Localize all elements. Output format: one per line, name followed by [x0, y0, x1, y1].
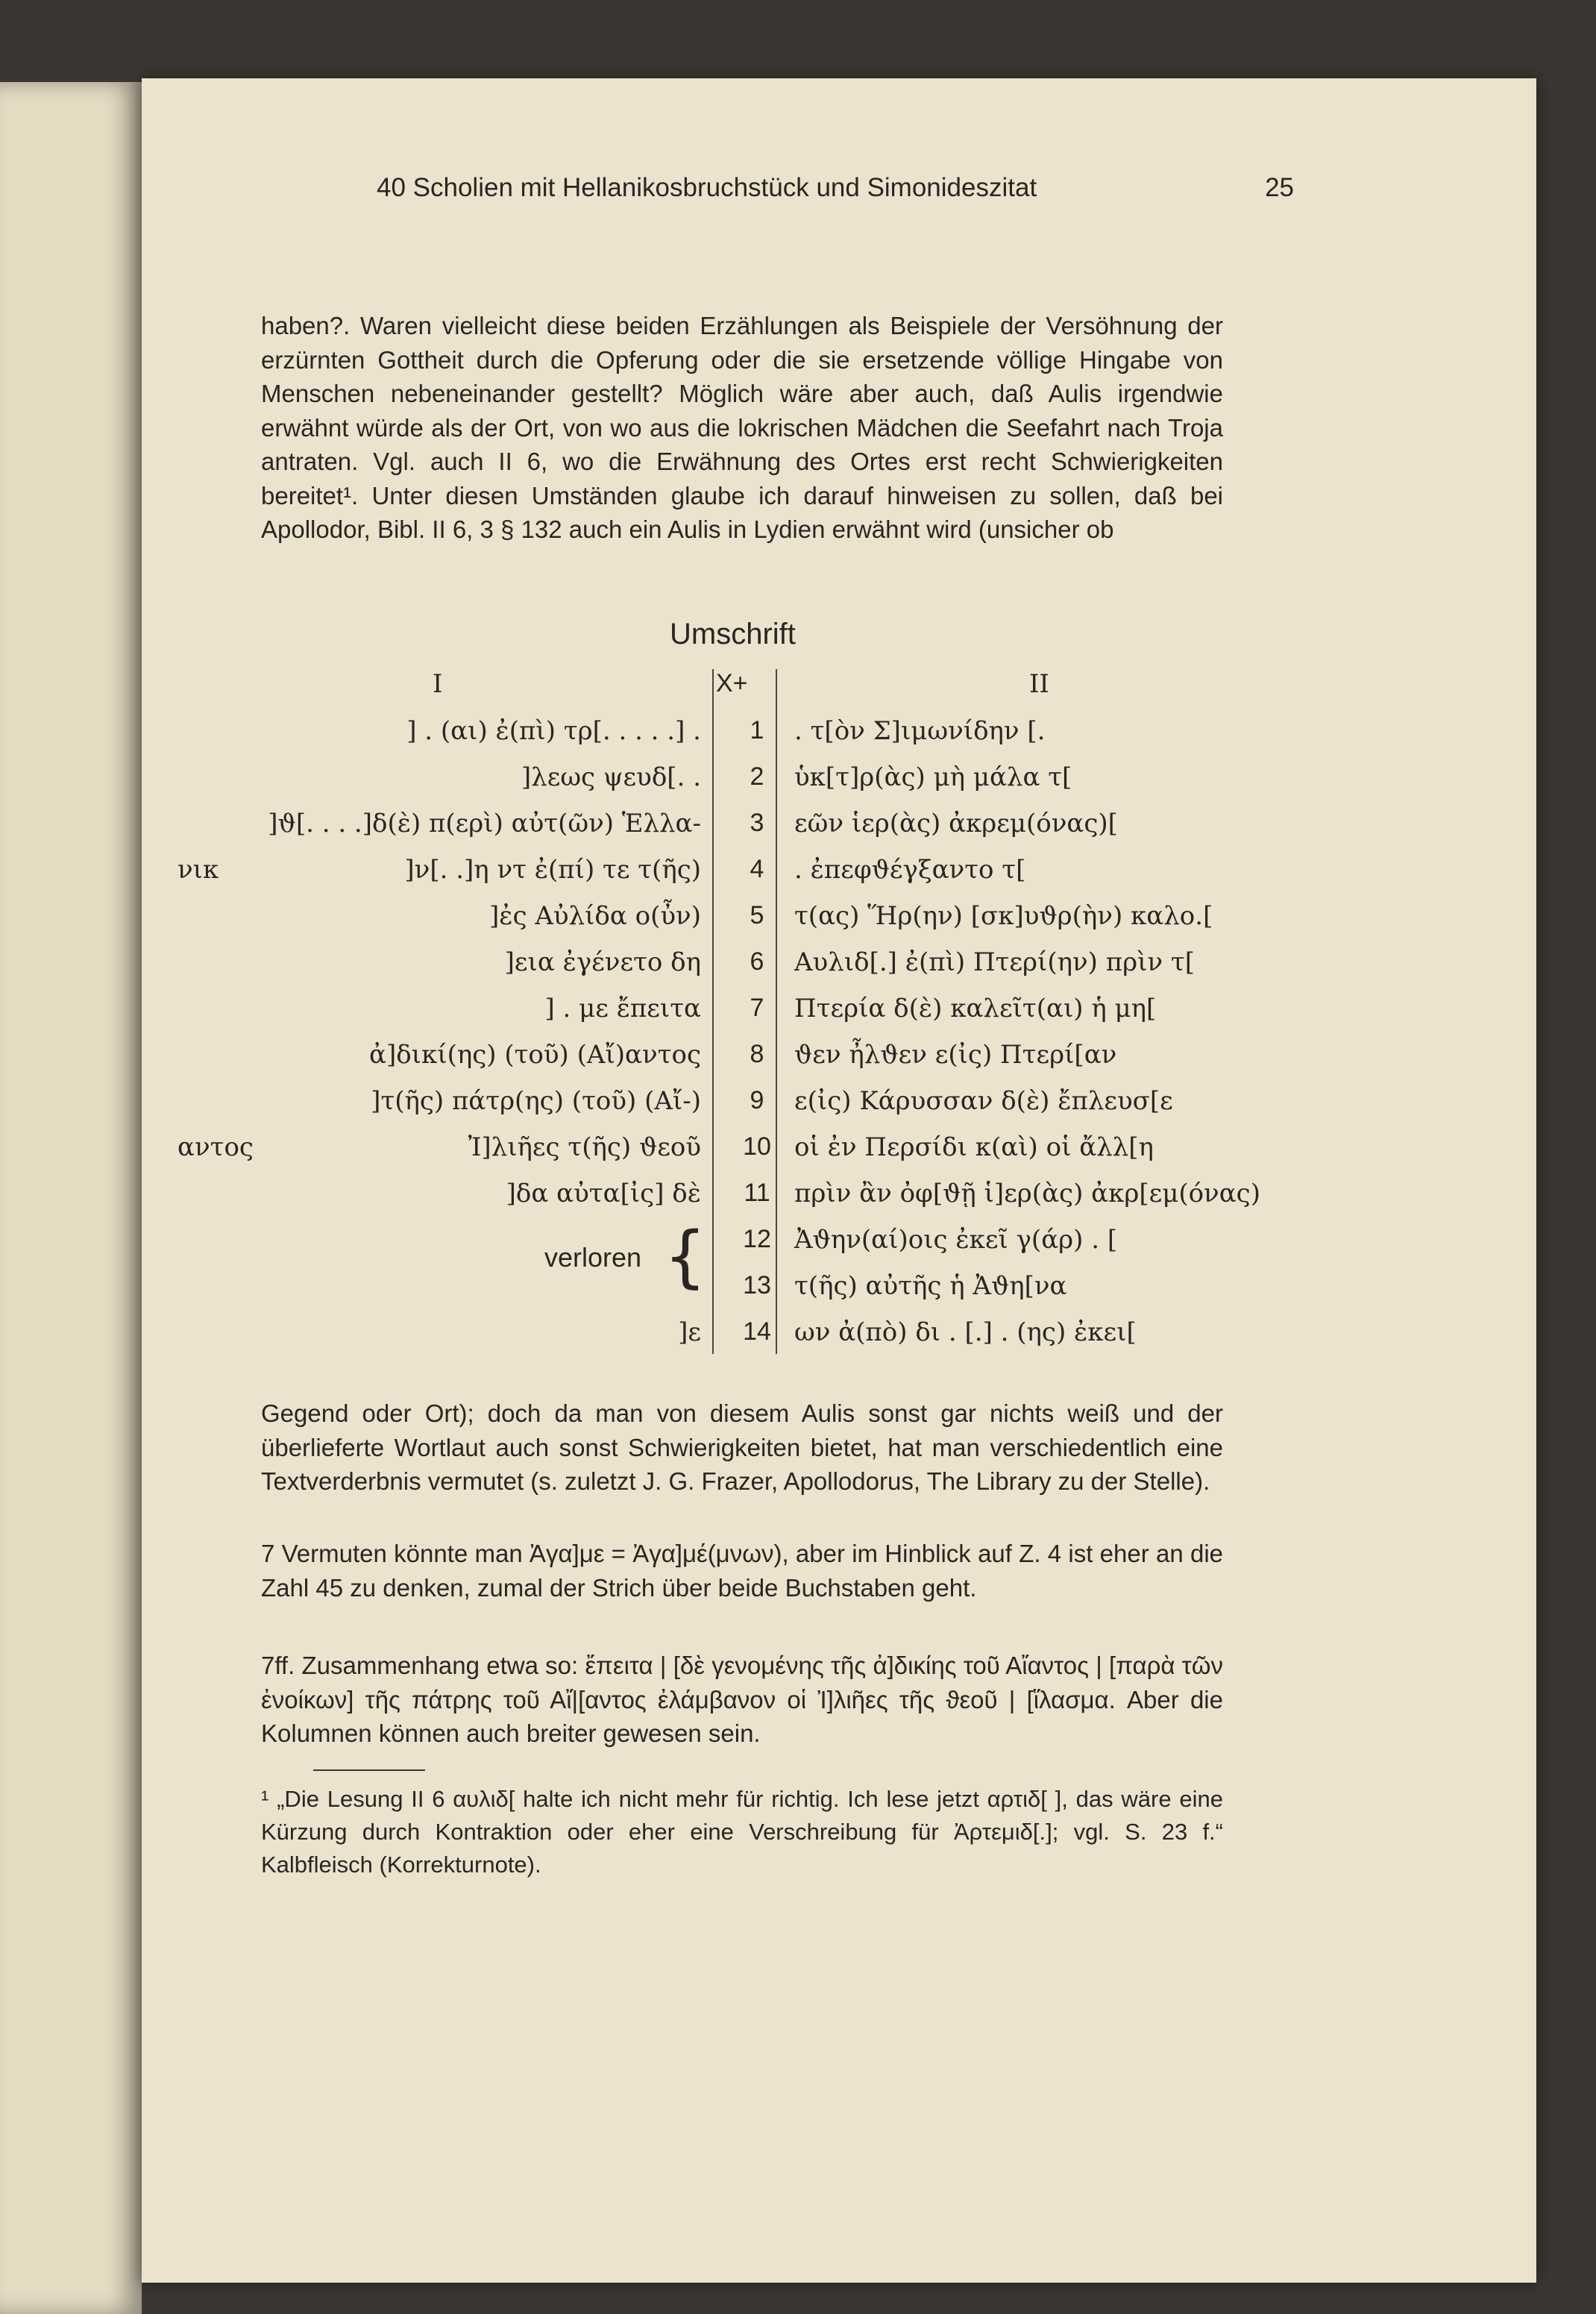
footnote: ¹ „Die Lesung II 6 αυλιδ[ halte ich nicht mehr für richtig. Ich lese jetzt αρτιδ[ ], das wäre eine Kürzung durch Kontraktion oder eher eine Verschreibung für Ἀρτεμιδ[.]; vgl. S. 23 f.“ Kalbfleisch (Korrekturnote).: [261, 1786, 1223, 1878]
right-column-text: τ(ας) Ἥρ(ην) [σκ]υϑρ(ὴν) καλο.[: [794, 901, 1213, 931]
left-column-text: ἀ]δικί(ης) (τοῦ) (Αἴ)αντος: [368, 1040, 701, 1070]
right-column-text: ϑεν ἦλϑεν ε(ἰς) Πτερί[αν: [794, 1040, 1117, 1070]
left-column-text: Ἰ]λιῆες τ(ῆς) ϑεοῦ: [468, 1132, 701, 1162]
right-column-text: ὑκ[τ]ρ(ὰς) μὴ μάλα τ[: [794, 762, 1072, 792]
paragraph-3: 7 Vermuten könnte man Ἀγα]με = Ἀγα]μέ(μνων), aber im Hinblick auf Z. 4 ist eher an die Zahl 45 zu denken, zumal der Strich über beide Buchstaben geht.: [261, 1540, 1223, 1602]
line-number: 8: [750, 1040, 764, 1068]
left-column-text: ]ε: [678, 1317, 701, 1347]
right-column-text: . ἐπεφϑέγξαντο τ[: [794, 855, 1026, 885]
right-column-text: οἱ ἐν Περσίδι κ(αὶ) οἱ ἄλλ[η: [794, 1132, 1154, 1162]
table-row: [0, 947, 1596, 994]
left-column-text: ]ἐς Αὐλίδα ο(ὖν): [488, 901, 701, 931]
footnote-rule: [313, 1769, 425, 1771]
paragraph-2: Gegend oder Ort); doch da man von diesem Aulis sonst gar nichts weiß und der überlieferte Wortlaut auch sonst Schwierigkeiten bietet, hat man verschiedentlich eine Textverderbnis vermutet (s. zuletzt J. G. Frazer, Apollodorus, The Library zu der Stelle).: [261, 1399, 1223, 1495]
running-head-title: 40 Scholien mit Hellanikosbruchstück und Simonideszitat: [377, 173, 1037, 202]
right-column-text: πρὶν ἂν ὀφ[ϑῇ ἱ]ερ(ὰς) ἀκρ[εμ(όνας): [794, 1179, 1260, 1208]
paragraph-1: haben?. Waren vielleicht diese beiden Erzählungen als Beispiele der Versöhnung der erzürnten Gottheit durch die Opferung oder die sie ersetzende völlige Hingabe von Menschen nebeneinander gestellt? Möglich wäre aber auch, daß Aulis irgendwie erwähnt würde als der Ort, von wo aus die lokrischen Mädchen die Seefahrt nach Troja antraten. Vgl. auch II 6, wo die Erwähnung des Ortes erst recht Schwierigkeiten bereitet¹. Unter diesen Umständen glaube ich darauf hinweisen zu sollen, daß bei Apollodor, Bibl. II 6, 3 § 132 auch ein Aulis in Lydien erwähnt wird (unsicher ob: [261, 312, 1223, 543]
left-column-text: ] . (αι) ἐ(πὶ) τρ[. . . . .] .: [406, 716, 701, 746]
margin-note: νικ: [177, 855, 219, 885]
table-row: [0, 1317, 1596, 1364]
line-number: 4: [750, 855, 764, 883]
table-row: [0, 1271, 1596, 1317]
left-column-text: ]δα αὐτα[ἰς] δὲ: [506, 1179, 701, 1208]
left-column-text: ]τ(ῆς) πάτρ(ης) (τοῦ) (Αἴ-): [371, 1086, 701, 1116]
brace-glyph: {: [664, 1217, 707, 1296]
left-column-text: ]εια ἐγένετο δη: [504, 947, 701, 977]
line-number: 9: [750, 1086, 764, 1114]
running-head: [231, 173, 1294, 218]
margin-note: αντος: [177, 1132, 254, 1162]
table-title: Umschrift: [670, 618, 796, 650]
column-head-left: I: [433, 669, 443, 699]
line-number: 7: [750, 994, 764, 1022]
line-number: 2: [750, 762, 764, 791]
line-number: 10: [743, 1132, 771, 1161]
line-number: 3: [750, 809, 764, 837]
line-number: 5: [750, 901, 764, 929]
table-row: [0, 762, 1596, 809]
table-row: [0, 1225, 1596, 1271]
line-number: 6: [750, 947, 764, 976]
verloren-note: verloren: [544, 1242, 642, 1273]
right-column-text: ε(ἰς) Κάρυσσαν δ(ὲ) ἔπλευσ[ε: [794, 1086, 1173, 1116]
line-number: 13: [743, 1271, 771, 1299]
right-column-text: ων ἀ(πὸ) δι . [.] . (ης) ἐκει[: [794, 1317, 1137, 1347]
table-row: [0, 855, 1596, 901]
paragraph-4: 7ff. Zusammenhang etwa so: ἔπειτα | [δὲ γενομένης τῆς ἀ]δικίης τοῦ Αἴαντος | [παρὰ τῶν ἐνοίκων] τῆς πάτρης τοῦ Αἴ|[αντος ἐλάμβανον οἱ Ἰ]λιῆες τῆς ϑεοῦ | [ἵλασμα. Aber die Kolumnen können auch breiter gewesen sein.: [261, 1652, 1223, 1747]
right-column-text: Ἀϑην(αί)οις ἐκεῖ γ(άρ) . [: [794, 1225, 1118, 1255]
left-column-text: ]ϑ[. . . .]δ(ὲ) π(ερὶ) αὐτ(ῶν) Ἑλλα-: [268, 809, 701, 838]
line-number: 1: [750, 716, 764, 744]
right-column-text: εῶν ἱερ(ὰς) ἀκρεμ(όνας)[: [794, 809, 1118, 838]
table-row: [0, 901, 1596, 947]
table-row: [0, 994, 1596, 1040]
left-column-text: ]ν[. .]η ντ ἐ(πί) τε τ(ῆς): [404, 855, 701, 885]
left-column-text: ] . με ἔπειτα: [544, 994, 701, 1023]
right-column-text: Αυλιδ[.] ἐ(πὶ) Πτερί(ην) πρὶν τ[: [794, 947, 1195, 977]
column-head-mid: X+: [716, 669, 748, 697]
table-row: [0, 716, 1596, 762]
page-number: 25: [1265, 173, 1294, 202]
right-column-text: Πτερία δ(ὲ) καλεῖτ(αι) ἡ μη[: [794, 994, 1157, 1023]
left-column-text: ]λεως ψευδ[. .: [521, 762, 701, 792]
right-column-text: τ(ῆς) αὐτῆς ἡ Ἀϑη[να: [794, 1271, 1067, 1301]
right-column-text: . τ[ὸν Σ]ιμωνίδην [.: [794, 716, 1046, 746]
column-head-right: II: [1029, 669, 1049, 699]
table-row: [0, 809, 1596, 855]
table-row: [0, 1040, 1596, 1086]
line-number: 11: [744, 1179, 770, 1207]
table-row: [0, 1086, 1596, 1132]
line-number: 12: [743, 1225, 771, 1253]
table-row: [0, 1132, 1596, 1179]
table-row: [0, 1179, 1596, 1225]
line-number: 14: [743, 1317, 771, 1346]
